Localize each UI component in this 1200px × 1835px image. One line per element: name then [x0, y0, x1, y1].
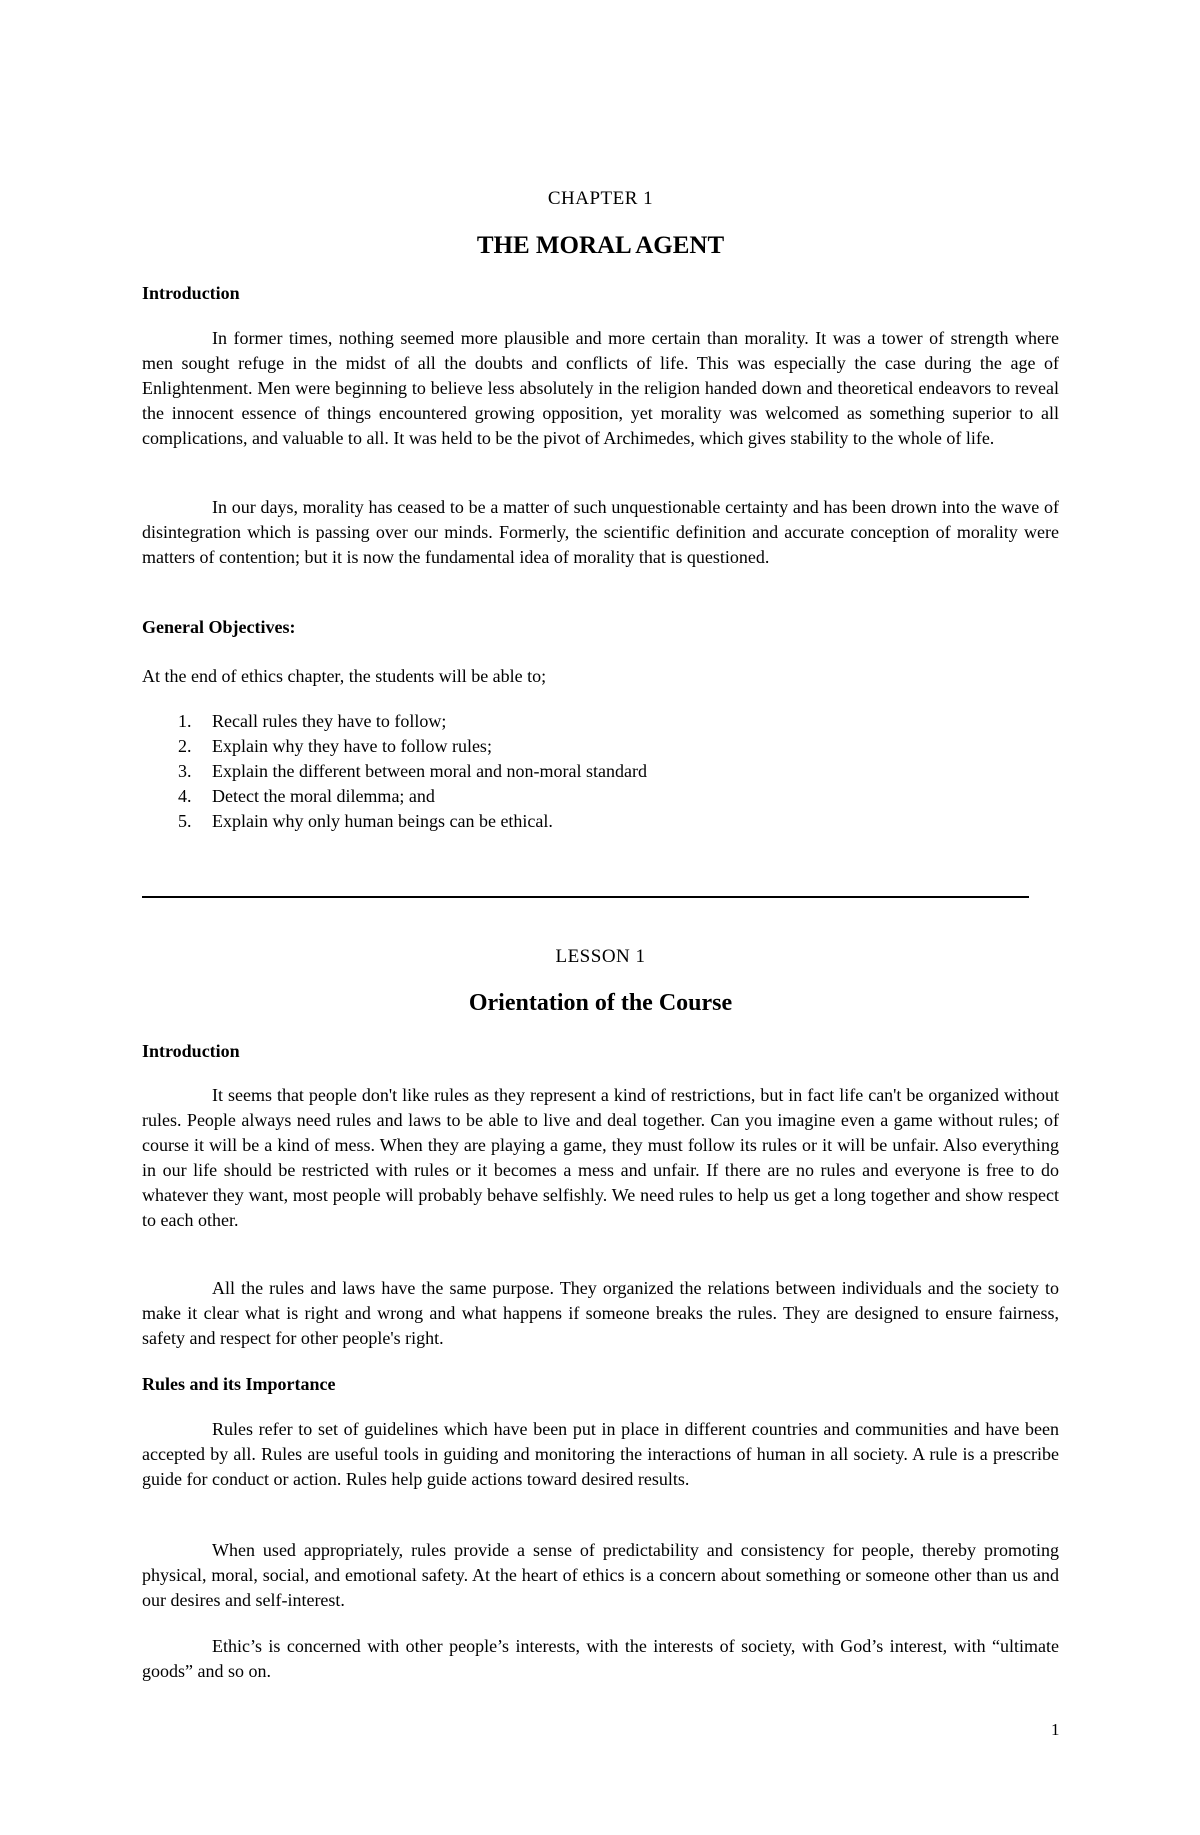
objective-number: 2.: [178, 736, 192, 756]
page-number: 1: [1051, 1720, 1060, 1739]
objective-item: [142, 759, 1059, 784]
chapter-intro-paragraph-2: In our days, morality has ceased to be a matter of such unquestionable certainty and has been drown into the wave of disintegration which is passing over our minds. Formerly, the scientific definition and accurate conception of morality were matters of contention; but it is now the fundamental idea of morality that is questioned.: [142, 497, 1059, 567]
objectives-list: [142, 709, 1059, 834]
objective-text: Recall rules they have to follow;: [212, 711, 447, 731]
rules-paragraph-3-block: [142, 1634, 1059, 1684]
objective-number: 3.: [178, 761, 192, 781]
rules-heading: Rules and its Importance: [142, 1374, 336, 1394]
chapter-intro-paragraph-1: In former times, nothing seemed more plausible and more certain than morality. It was a tower of strength where men sought refuge in the midst of all the doubts and conflicts of life. This was especially the case during the age of Enlightenment. Men were beginning to believe less absolutely in the religion handed down and theoretical endeavors to reveal the innocent essence of things encountered growing opposition, yet morality was welcomed as something superior to all complications, and valuable to all. It was held to be the pivot of Archimedes, which gives stability to the whole of life.: [142, 328, 1059, 448]
objectives-intro: At the end of ethics chapter, the students will be able to;: [142, 666, 547, 686]
chapter-introduction-section: [142, 283, 1059, 304]
chapter-intro-paragraph-1-block: [142, 326, 1059, 451]
rules-paragraph-1-block: [142, 1417, 1059, 1492]
objectives-intro-block: [142, 664, 1059, 689]
lesson-intro-paragraph-1-block: [142, 1083, 1059, 1233]
objective-item: [142, 734, 1059, 759]
lesson-label: LESSON 1: [555, 946, 646, 967]
objective-text: Explain why only human beings can be ethical.: [212, 811, 553, 831]
objective-text: Explain the different between moral and non-moral standard: [212, 761, 648, 781]
objective-number: 5.: [178, 811, 192, 831]
rules-section: [142, 1374, 1059, 1395]
rules-paragraph-3: Ethic’s is concerned with other people’s interests, with the interests of society, with God’s interest, with “ultimate goods” and so on.: [142, 1636, 1059, 1681]
chapter-intro-paragraph-2-block: [142, 495, 1059, 570]
lesson-introduction-section: [142, 1041, 1059, 1062]
chapter-introduction-heading: Introduction: [142, 283, 240, 303]
chapter-title: THE MORAL AGENT: [476, 232, 725, 259]
objective-item: [142, 784, 1059, 809]
objective-text: Explain why they have to follow rules;: [212, 736, 492, 756]
objectives-heading: General Objectives:: [142, 617, 296, 637]
objective-item: [142, 709, 1059, 734]
objective-text: Detect the moral dilemma; and: [212, 786, 435, 806]
rules-paragraph-2-block: [142, 1538, 1059, 1613]
document-page: [142, 0, 1059, 1835]
lesson-introduction-heading: Introduction: [142, 1041, 240, 1061]
lesson-title: Orientation of the Course: [468, 990, 733, 1016]
chapter-label: CHAPTER 1: [547, 188, 654, 209]
lesson-intro-paragraph-2-block: [142, 1276, 1059, 1351]
lesson-intro-paragraph-1: It seems that people don't like rules as they represent a kind of restrictions, but in fact life can't be organized without rules. People always need rules and laws to be able to live and deal together. Can you imagine even a game without rules; of course it will be a kind of mess. When they are playing a game, they must follow its rules or it will be unfair. Also everything in our life should be restricted with rules or it becomes a mess and unfair. If there are no rules and everyone is free to do whatever they want, most people will probably behave selfishly. We need rules to help us get a long together and show respect to each other.: [142, 1085, 1059, 1230]
objective-number: 4.: [178, 786, 192, 806]
rules-paragraph-2: When used appropriately, rules provide a sense of predictability and consistency for people, thereby promoting physical, moral, social, and emotional safety. At the heart of ethics is a concern about something or someone other than us and our desires and self-interest.: [142, 1540, 1059, 1610]
objective-item: [142, 809, 1059, 834]
objectives-section: [142, 617, 1059, 638]
objectives-list-block: [142, 709, 1059, 834]
rules-paragraph-1: Rules refer to set of guidelines which have been put in place in different countries and communities and have been accepted by all. Rules are useful tools in guiding and monitoring the interactions of human in all society. A rule is a prescribe guide for conduct or action. Rules help guide actions toward desired results.: [142, 1419, 1059, 1489]
section-divider: [142, 896, 1029, 898]
objective-number: 1.: [178, 711, 192, 731]
lesson-intro-paragraph-2: All the rules and laws have the same purpose. They organized the relations between individuals and the society to make it clear what is right and wrong and what happens if someone breaks the rules. They are designed to ensure fairness, safety and respect for other people's right.: [142, 1278, 1059, 1348]
